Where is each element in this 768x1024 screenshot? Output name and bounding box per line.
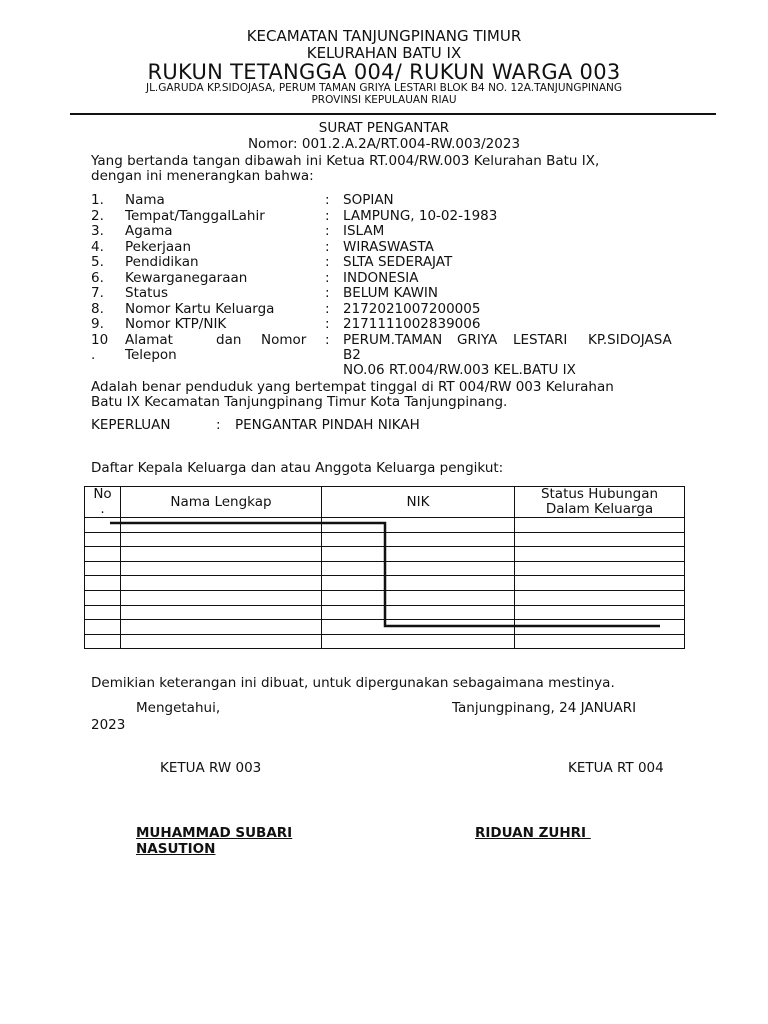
header-nik: NIK (322, 487, 515, 518)
field-colon: : (325, 223, 330, 239)
header-name: Nama Lengkap (121, 487, 322, 518)
field-label: Status (125, 285, 169, 301)
header-status-line-2: Dalam Keluarga (545, 501, 654, 517)
field-label: Agama (125, 223, 173, 239)
field-colon: : (325, 254, 330, 270)
field-value-line-3: NO.06 RT.004/RW.003 KEL.BATU IX (343, 361, 576, 378)
field-value: SOPIAN (343, 192, 394, 208)
rw-chair-title: KETUA RW 003 (160, 760, 262, 776)
field-label: Nama (125, 192, 165, 208)
purpose-colon: : (216, 417, 221, 433)
field-number: 4. (91, 238, 104, 255)
field-label-word: dan (216, 331, 242, 348)
field-value-line-2: B2 (343, 346, 361, 363)
letter-number: Nomor: 001.2.A.2A/RT.004-RW.003/2023 (247, 136, 521, 152)
field-label: Pendidikan (125, 254, 199, 270)
field-label: Nomor Kartu Keluarga (125, 300, 275, 317)
purpose-value: PENGANTAR PINDAH NIKAH (235, 417, 420, 433)
address-line-2: PROVINSI KEPULAUAN RIAU (311, 94, 457, 106)
field-number: 8. (91, 300, 104, 317)
field-colon: : (325, 285, 330, 301)
address-line-1: JL.GARUDA KP.SIDOJASA, PERUM TAMAN GRIYA LESTARI BLOK B4 NO. 12A.TANJUNGPINANG (145, 82, 623, 94)
acknowledged-label: Mengetahui, (136, 700, 221, 716)
field-value: ISLAM (343, 223, 385, 239)
field-colon: : (325, 207, 330, 224)
field-colon: : (325, 300, 330, 317)
field-value-word: PERUM.TAMAN (343, 331, 443, 348)
field-number: 9. (91, 316, 104, 332)
field-value: 2171111002839006 (343, 316, 481, 332)
field-value-word: GRIYA (457, 331, 498, 348)
header-status-line-1: Status Hubungan (540, 486, 659, 502)
rw-chair-name-line-1: MUHAMMAD SUBARI (136, 825, 293, 841)
field-number: 6. (91, 269, 104, 286)
statement-line-1: Adalah benar penduduk yang bertempat tinggal di RT 004/RW 003 Kelurahan (91, 379, 614, 395)
field-colon: : (325, 331, 330, 348)
field-label-line-2: Telepon (125, 346, 177, 363)
family-list-title: Daftar Kepala Keluarga dan atau Anggota Keluarga pengikut: (91, 460, 504, 476)
field-colon: : (325, 316, 330, 332)
rt-rw-heading: RUKUN TETANGGA 004/ RUKUN WARGA 003 (147, 60, 621, 84)
field-value: LAMPUNG, 10-02-1983 (343, 207, 498, 224)
rw-chair-name-line-2: NASUTION (136, 841, 216, 857)
field-label-word: Alamat (125, 331, 173, 348)
field-number: 7. (91, 285, 104, 301)
field-value-word: KP.SIDOJASA (588, 331, 672, 348)
field-value: BELUM KAWIN (343, 285, 439, 301)
letter-title: SURAT PENGANTAR (318, 120, 450, 136)
field-label: Pekerjaan (125, 238, 192, 255)
kecamatan-heading: KECAMATAN TANJUNGPINANG TIMUR (246, 27, 522, 45)
intro-line-1: Yang bertanda tangan dibawah ini Ketua RT.004/RW.003 Kelurahan Batu IX, (91, 153, 600, 169)
intro-line-2: dengan ini menerangkan bahwa: (91, 168, 314, 184)
field-number: 10 (91, 331, 109, 348)
field-value: INDONESIA (343, 269, 419, 286)
field-label: Kewarganegaraan (125, 269, 248, 286)
field-number: 1. (91, 192, 104, 208)
field-label-word: Nomor (261, 331, 307, 348)
field-value: SLTA SEDERAJAT (343, 254, 453, 270)
field-colon: : (325, 192, 330, 208)
kelurahan-heading: KELURAHAN BATU IX (306, 44, 462, 62)
header-no-line-1: No (93, 486, 112, 502)
header-no-line-2: . (100, 501, 105, 517)
closing-statement: Demikian keterangan ini dibuat, untuk dipergunakan sebagaimana mestinya. (91, 675, 615, 691)
field-label: Nomor KTP/NIK (125, 316, 227, 332)
field-number: 5. (91, 254, 104, 270)
date-year: 2023 (91, 717, 126, 733)
field-number: 3. (91, 223, 104, 239)
place-date: Tanjungpinang, 24 JANUARI (452, 700, 637, 716)
rt-chair-name: RIDUAN ZUHRI (475, 825, 591, 841)
field-colon: : (325, 238, 330, 255)
field-value: 2172021007200005 (343, 300, 481, 317)
field-value-word: LESTARI (513, 331, 568, 348)
field-value: WIRASWASTA (343, 238, 434, 255)
field-number-dot: . (91, 346, 96, 363)
field-number: 2. (91, 207, 104, 224)
field-label: Tempat/TanggalLahir (125, 207, 265, 224)
purpose-label: KEPERLUAN (91, 417, 171, 433)
statement-line-2: Batu IX Kecamatan Tanjungpinang Timur Kota Tanjungpinang. (91, 394, 508, 410)
rt-chair-title: KETUA RT 004 (568, 760, 664, 776)
strike-polyline (110, 523, 660, 626)
field-colon: : (325, 269, 330, 286)
